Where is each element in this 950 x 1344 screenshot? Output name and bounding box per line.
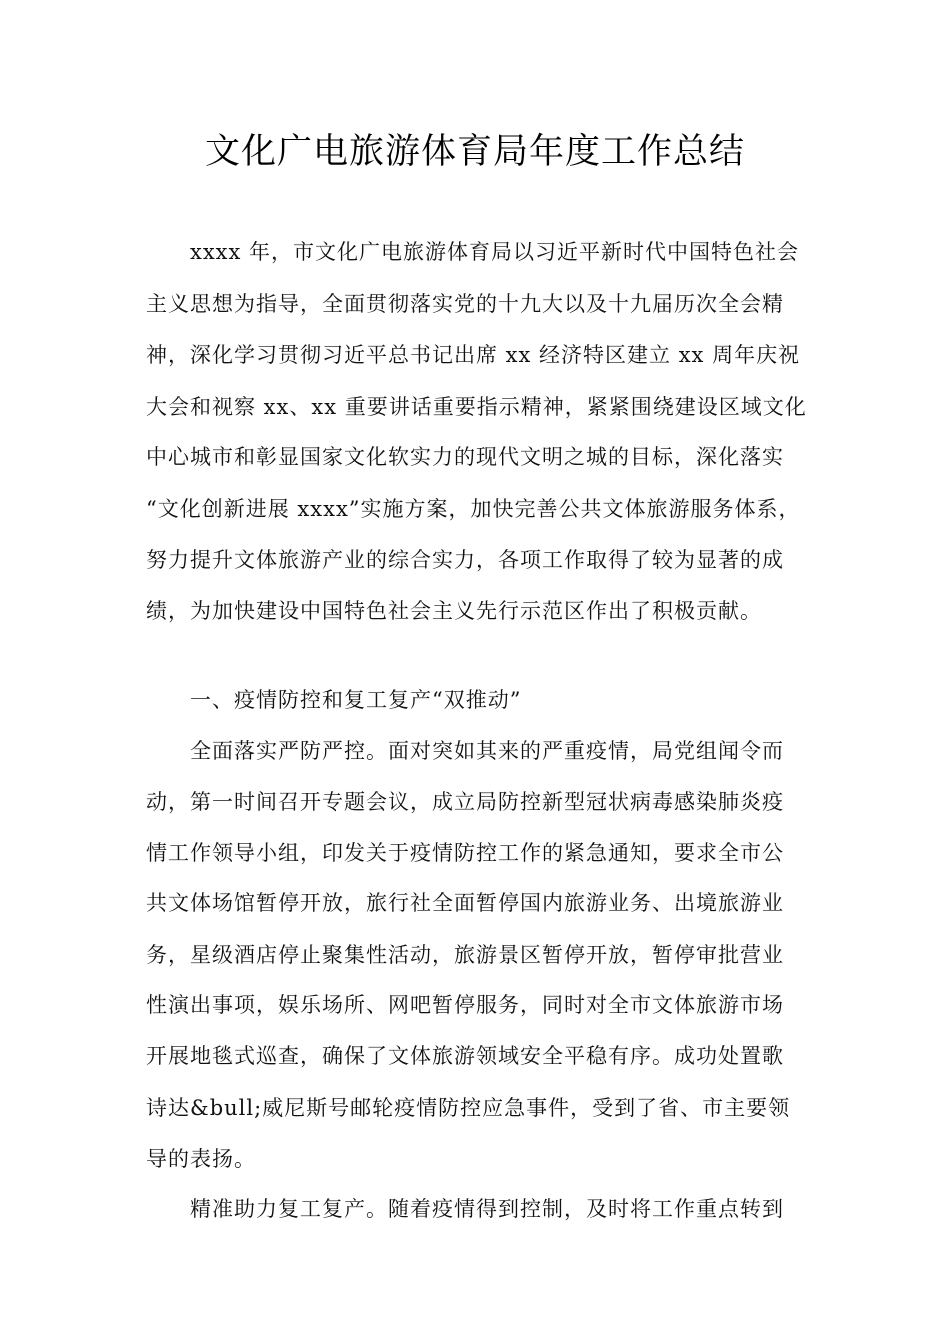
para1-line-4: 共文体场馆暂停开放，旅行社全面暂停国内旅游业务、出境旅游业 xyxy=(146,891,784,915)
intro-line-2: 主义思想为指导，全面贯彻落实党的十九大以及十九届历次全会精 xyxy=(146,292,784,316)
para1-line-1: 全面落实严防严控。面对突如其来的严重疫情，局党组闻令而 xyxy=(190,739,784,763)
intro-line-3: 神，深化学习贯彻习近平总书记出席 xx 经济特区建立 xx 周年庆祝 xyxy=(146,343,801,367)
para1-line-6: 性演出事项，娱乐场所、网吧暂停服务，同时对全市文体旅游市场 xyxy=(146,993,784,1017)
para2-line-1: 精准助力复工复产。随着疫情得到控制，及时将工作重点转到 xyxy=(190,1197,784,1221)
intro-line-6: “文化创新进展 xxxx”实施方案，加快完善公共文体旅游服务体系， xyxy=(146,497,801,521)
para1-line-3: 情工作领导小组，印发关于疫情防控工作的紧急通知，要求全市公 xyxy=(146,841,784,865)
intro-line-8: 绩，为加快建设中国特色社会主义先行示范区作出了积极贡献。 xyxy=(146,599,762,623)
document-title: 文化广电旅游体育局年度工作总结 xyxy=(204,132,745,172)
section-heading: 一、疫情防控和复工复产“双推动” xyxy=(190,688,522,712)
intro-line-4: 大会和视察 xx、xx 重要讲话重要指示精神，紧紧围绕建设区域文化 xyxy=(146,395,807,419)
intro-line-1: xxxx 年，市文化广电旅游体育局以习近平新时代中国特色社会 xyxy=(190,240,800,264)
para1-line-5: 务，星级酒店停止聚集性活动，旅游景区暂停开放，暂停审批营业 xyxy=(146,943,784,967)
para1-line-8: 诗达&bull;威尼斯号邮轮疫情防控应急事件，受到了省、市主要领 xyxy=(146,1096,791,1120)
intro-line-7: 努力提升文体旅游产业的综合实力，各项工作取得了较为显著的成 xyxy=(146,548,784,572)
intro-line-5: 中心城市和彰显国家文化软实力的现代文明之城的目标，深化落实 xyxy=(146,445,784,469)
para1-line-2: 动，第一时间召开专题会议，成立局防控新型冠状病毒感染肺炎疫 xyxy=(146,790,784,814)
para1-line-7: 开展地毯式巡查，确保了文体旅游领域安全平稳有序。成功处置歌 xyxy=(146,1044,784,1068)
para1-line-9: 导的表扬。 xyxy=(146,1147,256,1171)
